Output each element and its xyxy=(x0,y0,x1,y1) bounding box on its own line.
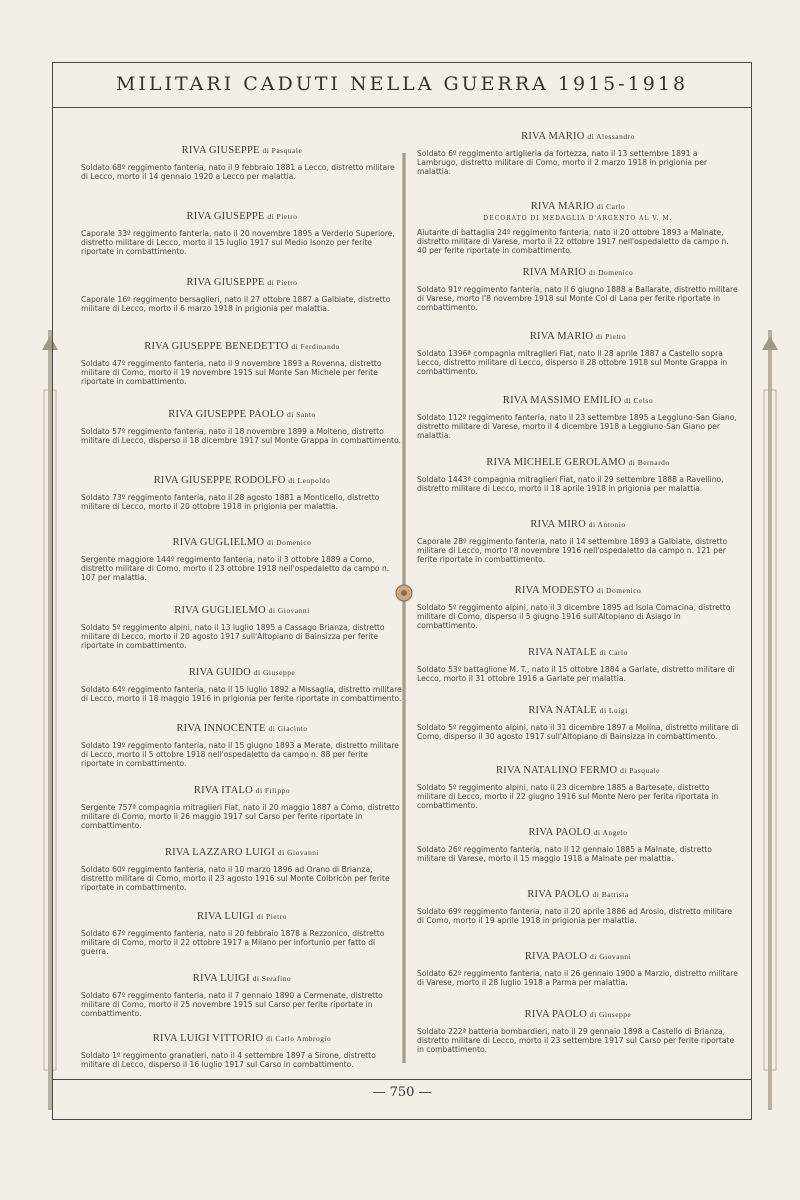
entry-name: RIVA GUIDO xyxy=(188,667,251,678)
entry-right-11 xyxy=(417,827,739,863)
entry-name: RIVA NATALE xyxy=(528,705,597,716)
entry-right-1 xyxy=(417,201,739,256)
entry-name: RIVA PAOLO xyxy=(527,889,590,900)
entry-title xyxy=(81,145,403,156)
entry-name: RIVA GIUSEPPE xyxy=(186,211,265,222)
entry-right-10 xyxy=(417,765,739,811)
entry-name: RIVA LUIGI xyxy=(197,911,254,922)
entry-body: Soldato 64º reggimento fanteria, nato il 15 luglio 1892 a Missaglia, distretto militare di Lecco, morto il 18 maggio 1916 in prigionia per ferite riportate in combattimento. xyxy=(81,685,402,704)
entry-title xyxy=(81,341,403,352)
entry-parent: di Antonio xyxy=(588,520,626,529)
page-frame xyxy=(52,62,752,1120)
entry-parent: di Pasquale xyxy=(620,766,660,775)
entry-body: Soldato 19º reggimento fanteria, nato il 15 giugno 1893 a Merate, distretto militare di Lecco, morto il 5 ottobre 1918 nell'ospedaletto da campo n. 88 per ferite riportate in combattimento. xyxy=(81,741,399,769)
entry-body: Soldato 62º reggimento fanteria, nato il 26 gennaio 1900 a Marzio, distretto militare di Varese, morto il 28 luglio 1918 a Parma per malattia. xyxy=(417,969,738,988)
entry-name: RIVA PAOLO xyxy=(528,827,591,838)
entry-parent: di Santo xyxy=(286,410,316,419)
entry-parent: di Carlo xyxy=(599,648,628,657)
entry-parent: di Giuseppe xyxy=(589,1010,632,1019)
entry-name: RIVA GIUSEPPE xyxy=(181,145,260,156)
entry-name: RIVA GIUSEPPE RODOLFO xyxy=(153,475,286,486)
entry-left-7 xyxy=(81,605,403,651)
entry-name: RIVA PAOLO xyxy=(524,1009,588,1020)
entry-title xyxy=(417,951,739,962)
entry-title xyxy=(417,827,739,838)
entry-parent: di Domenico xyxy=(266,538,312,547)
entry-right-14 xyxy=(417,1009,739,1055)
entry-name: RIVA GUGLIELMO xyxy=(174,605,266,616)
entry-body: Soldato 5º reggimento alpini, nato il 13 luglio 1895 a Cassago Brianza, distretto militare di Lecco, morto il 20 agosto 1917 sull'Altopiano di Bainsizza per ferite riportate in combattimento. xyxy=(81,623,385,651)
entry-parent: di Celso xyxy=(624,396,654,405)
entry-parent: di Giuseppe xyxy=(253,668,296,677)
entry-parent: di Carlo xyxy=(596,202,626,211)
entry-body: Aiutante di battaglia 24º reggimento fanteria, nato il 20 ottobre 1893 a Malnate, distretto militare di Varese, morto il 22 ottobre 1917 nell'ospedaletto da campo n. 40 per ferite riportate in combattimento. xyxy=(417,228,729,256)
entry-title xyxy=(81,605,403,616)
entry-name: RIVA GUGLIELMO xyxy=(172,537,265,548)
entry-name: RIVA GIUSEPPE BENEDETTO xyxy=(144,341,289,352)
entry-title xyxy=(81,537,403,548)
entry-title xyxy=(417,889,739,900)
entry-body: Soldato 222ª batteria bombardieri, nato il 29 gennaio 1898 a Castello di Brianza, distretto militare di Lecco, morto il 23 settembre 1917 sul Carso per ferite riportate in combattimento. xyxy=(417,1027,735,1055)
entry-name: RIVA LUIGI xyxy=(192,973,250,984)
entry-name: RIVA PAOLO xyxy=(524,951,588,962)
entry-right-2 xyxy=(417,267,739,313)
entry-parent: di Filippo xyxy=(255,786,291,795)
entry-body: Soldato 26º reggimento fanteria, nato il 12 gennaio 1885 a Malnate, distretto militare di Varese, morto il 15 maggio 1918 a Malnate per malattia. xyxy=(417,845,712,864)
entry-left-0 xyxy=(81,145,403,181)
entry-name: RIVA MIRO xyxy=(530,519,586,530)
entry-right-6 xyxy=(417,519,739,565)
entry-left-4 xyxy=(81,409,403,445)
rosette-icon xyxy=(394,583,414,603)
entry-parent: di Carlo Ambrogio xyxy=(266,1034,332,1043)
entry-body: Soldato 53º battaglione M. T., nato il 15 ottobre 1884 a Garlate, distretto militare di Lecco, morto il 31 ottobre 1916 a Garlate per malattia. xyxy=(417,665,735,684)
entry-body: Caporale 33º reggimento fanteria, nato il 20 novembre 1895 a Verderio Superiore, distretto militare di Lecco, morto il 15 luglio 1917 sul Medio Isonzo per ferite riportate in combattimento. xyxy=(81,229,395,257)
entry-name: RIVA MASSIMO EMILIO xyxy=(502,395,622,406)
entry-body: Soldato 5º reggimento alpini, nato il 23 dicembre 1885 a Bartesate, distretto militare di Lecco, morto il 22 giugno 1916 sul Monte Nero per ferita riportata in combattimento. xyxy=(417,783,719,811)
header-band xyxy=(53,63,751,108)
entry-name: RIVA INNOCENTE xyxy=(176,723,266,734)
entry-parent: di Giacinto xyxy=(268,724,308,733)
entry-left-1 xyxy=(81,211,403,257)
entry-body: Soldato 68º reggimento fanteria, nato il 9 febbraio 1881 a Lecco, distretto militare di Lecco, morto il 14 gennaio 1920 a Lecco per malattia. xyxy=(81,163,395,182)
entry-body: Soldato 69º reggimento fanteria, nato il 20 aprile 1886 ad Arosio, distretto militare di Como, morto il 19 aprile 1918 in prigionia per malattia. xyxy=(417,907,733,926)
entry-parent: di Battista xyxy=(592,890,629,899)
entry-title xyxy=(417,267,739,278)
entry-body: Soldato 5º reggimento alpini, nato il 31 dicembre 1897 a Molina, distretto militare di Como, disperso il 30 agosto 1917 sull'Altopiano di Bainsizza in combattimento. xyxy=(417,723,739,742)
entry-title xyxy=(81,211,403,222)
entry-title xyxy=(417,457,739,468)
entry-body: Caporale 28º reggimento fanteria, nato il 14 settembre 1893 a Galbiate, distretto militare di Lecco, morto l'8 novembre 1916 nell'ospedaletto da campo n. 121 per ferite riportate in combattimento. xyxy=(417,537,728,565)
entry-title xyxy=(81,723,403,734)
entry-parent: di Giovanni xyxy=(268,606,310,615)
entry-name: RIVA GIUSEPPE PAOLO xyxy=(168,409,285,420)
entry-body: Soldato 67º reggimento fanteria, nato il 7 gennaio 1890 a Cermenate, distretto militare di Como, morto il 25 novembre 1915 sul Carso per ferite riportate in combattimento. xyxy=(81,991,383,1019)
entry-decoration: DECORATO DI MEDAGLIA D'ARGENTO AL V. M. xyxy=(483,215,673,222)
entry-parent: di Pietro xyxy=(256,912,287,921)
entry-title xyxy=(417,647,739,658)
entry-left-10 xyxy=(81,785,403,831)
entry-body: Soldato 112º reggimento fanteria, nato il 23 settembre 1895 a Leggiuno-San Giano, distretto militare di Varese, morto il 4 dicembre 1918 a Leggiuno-San Giano per malattia. xyxy=(417,413,737,441)
entry-name: RIVA MARIO xyxy=(522,267,587,278)
entry-title xyxy=(81,1033,403,1044)
right-flagpole-ornament xyxy=(760,330,780,1110)
entry-title xyxy=(417,1009,739,1020)
entry-title xyxy=(81,475,403,486)
entry-body: Soldato 67º reggimento fanteria, nato il 20 febbraio 1878 a Rezzonico, distretto militare di Como, morto il 22 ottobre 1917 a Milano per infortunio per fatto di guerra. xyxy=(81,929,385,957)
entry-right-3 xyxy=(417,331,739,377)
entry-right-13 xyxy=(417,951,739,987)
entry-left-11 xyxy=(81,847,403,893)
entry-body: Soldato 73º reggimento fanteria, nato il 28 agosto 1881 a Monticello, distretto militare di Lecco, morto il 20 ottobre 1918 in prigionia per malattia. xyxy=(81,493,380,512)
entry-left-5 xyxy=(81,475,403,511)
entry-title xyxy=(81,911,403,922)
entry-left-9 xyxy=(81,723,403,769)
entry-body: Caporale 16º reggimento bersaglieri, nato il 27 ottobre 1887 a Galbiate, distretto militare di Lecco, morto il 6 marzo 1918 in prigionia per malattia. xyxy=(81,295,391,314)
entry-parent: di Pasquale xyxy=(262,146,303,155)
entry-parent: di Pietro xyxy=(267,278,298,287)
entry-left-14 xyxy=(81,1033,403,1069)
entry-right-9 xyxy=(417,705,739,741)
entry-parent: di Luigi xyxy=(599,706,628,715)
entry-name: RIVA NATALE xyxy=(528,647,597,658)
entry-body: Sergente maggiore 144º reggimento fanteria, nato il 3 ottobre 1889 a Como, distretto militare di Como, morto il 23 ottobre 1918 nell'ospedaletto da campo n. 107 per malattia. xyxy=(81,555,390,583)
entry-body: Soldato 91º reggimento fanteria, nato il 6 giugno 1888 a Ballarate, distretto militare di Varese, morto l'8 novembre 1918 sul Monte Col di Lana per ferite riportate in combattimento. xyxy=(417,285,738,313)
entry-right-0 xyxy=(417,131,739,177)
entry-name: RIVA LAZZARO LUIGI xyxy=(164,847,276,858)
entry-name: RIVA MICHELE GEROLAMO xyxy=(486,457,626,468)
entry-name: RIVA NATALINO FERMO xyxy=(496,765,618,776)
entry-parent: di Domenico xyxy=(588,268,634,277)
entry-parent: di Serafino xyxy=(252,974,292,983)
entry-title xyxy=(81,847,403,858)
entry-title xyxy=(417,131,739,142)
entry-left-8 xyxy=(81,667,403,703)
entry-body: Soldato 1º reggimento granatieri, nato il 4 settembre 1897 a Sirone, distretto militare di Lecco, disperso il 16 luglio 1917 sul Carso in combattimento. xyxy=(81,1051,376,1070)
entry-name: RIVA MARIO xyxy=(530,201,595,212)
entry-title xyxy=(417,765,739,776)
entry-parent: di Pietro xyxy=(596,332,627,341)
entry-name: RIVA GIUSEPPE xyxy=(186,277,265,288)
entry-title xyxy=(417,201,739,212)
entry-title xyxy=(417,705,739,716)
entry-name: RIVA LUIGI VITTORIO xyxy=(152,1033,264,1044)
entry-title xyxy=(417,395,739,406)
page-number: — 750 — xyxy=(372,1085,432,1100)
entry-title xyxy=(417,331,739,342)
entry-name: RIVA MARIO xyxy=(529,331,594,342)
entry-name: RIVA MARIO xyxy=(521,131,585,142)
entry-title xyxy=(81,973,403,984)
entry-parent: di Domenico xyxy=(596,586,642,595)
entry-body: Soldato 47º reggimento fanteria, nato il 9 novembre 1893 a Rovenna, distretto militare di Como, morto il 19 novembre 1915 sul Monte San Michele per ferite riportate in combattimento. xyxy=(81,359,382,387)
entry-right-5 xyxy=(417,457,739,493)
entry-parent: di Angelo xyxy=(593,828,628,837)
entry-parent: di Bernardo xyxy=(628,458,670,467)
entry-left-12 xyxy=(81,911,403,957)
entry-body: Soldato 1443ª compagnia mitraglieri Fiat, nato il 29 settembre 1888 a Ravellino, distretto militare di Lecco, morto il 18 aprile 1918 in prigionia per malattia. xyxy=(417,475,724,494)
entry-right-12 xyxy=(417,889,739,925)
entry-body: Soldato 6º reggimento artiglieria da fortezza, nato il 13 settembre 1891 a Lambrugo, distretto militare di Como, morto il 2 marzo 1918 in prigionia per malattia. xyxy=(417,149,708,177)
entry-body: Sergente 757ª compagnia mitraglieri Fiat, nato il 20 maggio 1887 a Como, distretto militare di Como, morto il 26 maggio 1917 sul Carso per ferite riportate in combattimento. xyxy=(81,803,400,831)
entry-right-8 xyxy=(417,647,739,683)
entry-name: RIVA MODESTO xyxy=(514,585,595,596)
entry-parent: di Alessandro xyxy=(587,132,635,141)
entry-title xyxy=(81,785,403,796)
entry-right-7 xyxy=(417,585,739,631)
entry-title xyxy=(81,409,403,420)
entry-body: Soldato 1396ª compagnia mitraglieri Fiat, nato il 28 aprile 1887 a Castello sopra Lecco, distretto militare di Lecco, disperso il 28 ottobre 1918 sul Monte Grappa in combattimento. xyxy=(417,349,728,377)
entry-right-4 xyxy=(417,395,739,441)
entry-name: RIVA ITALO xyxy=(193,785,253,796)
entry-left-6 xyxy=(81,537,403,583)
entry-body: Soldato 5º reggimento alpini, nato il 3 dicembre 1895 ad Isola Comacina, distretto militare di Como, disperso il 5 giugno 1916 sull'Altopiano di Asiago in combattimento. xyxy=(417,603,731,631)
entry-body: Soldato 57º reggimento fanteria, nato il 18 novembre 1899 a Molteno, distretto militare di Lecco, disperso il 18 dicembre 1917 sul Monte Grappa in combattimento. xyxy=(81,427,401,446)
entry-title xyxy=(417,585,739,596)
entry-left-3 xyxy=(81,341,403,387)
entry-parent: di Pietro xyxy=(267,212,298,221)
entry-left-2 xyxy=(81,277,403,313)
entry-parent: di Giovanni xyxy=(590,952,632,961)
entry-left-13 xyxy=(81,973,403,1019)
entry-parent: di Ferdinando xyxy=(291,342,340,351)
entry-parent: di Leopoldo xyxy=(288,476,331,485)
page-title: MILITARI CADUTI NELLA GUERRA 1915-1918 xyxy=(115,73,689,95)
entry-title xyxy=(417,519,739,530)
entry-body: Soldato 60º reggimento fanteria, nato il 10 marzo 1896 ad Orano di Brianza, distretto militare di Como, morto il 23 agosto 1916 sul Monte Colbricòn per ferite riportate in combattimento. xyxy=(81,865,390,893)
entry-title xyxy=(81,277,403,288)
entry-title xyxy=(81,667,403,678)
footer-rule xyxy=(53,1079,751,1080)
entry-parent: di Giovanni xyxy=(277,848,320,857)
